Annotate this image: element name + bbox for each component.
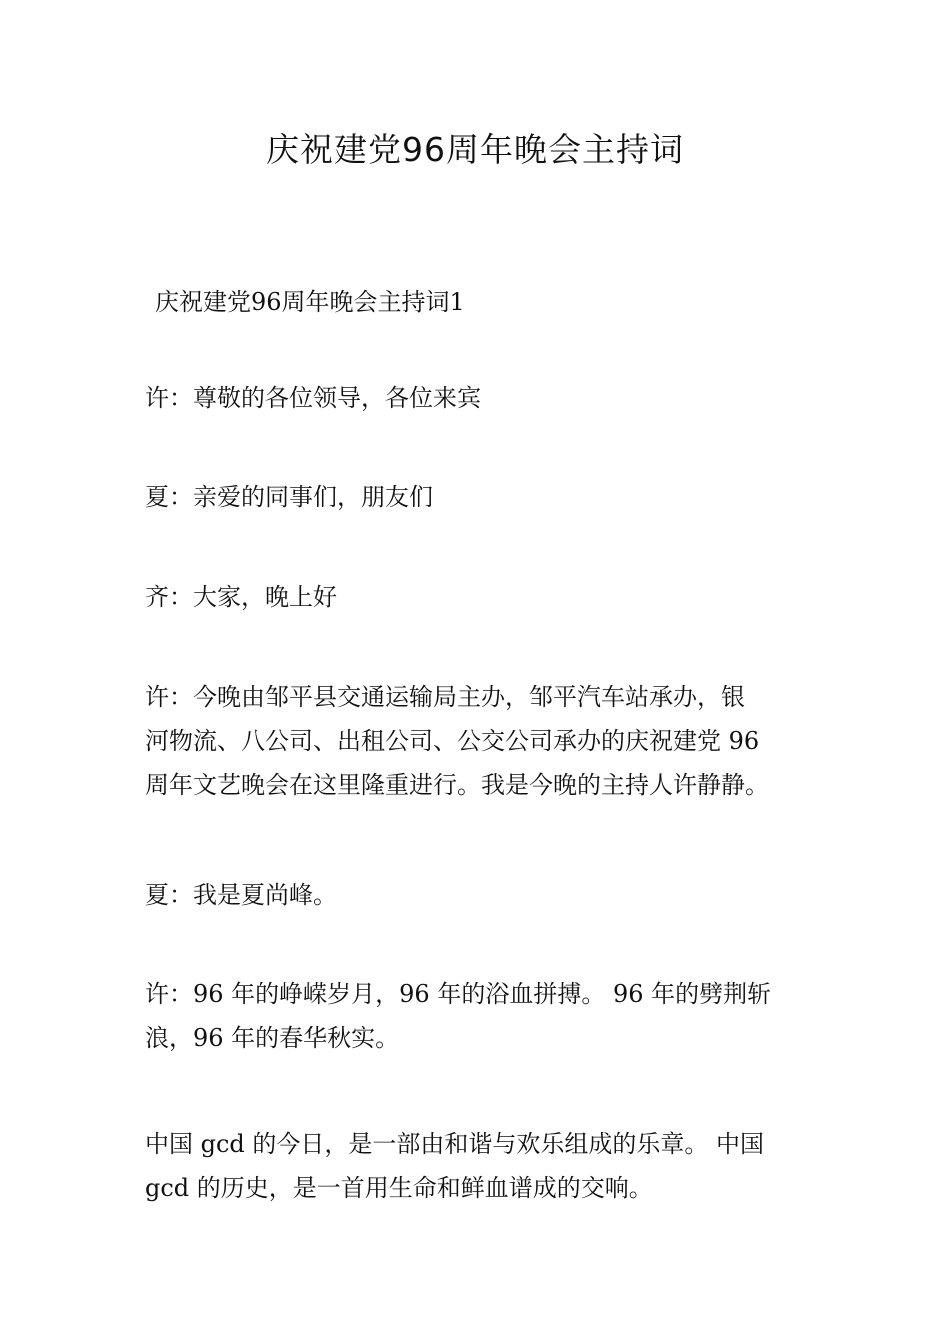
- paragraph-3: 齐：大家，晚上好: [145, 583, 337, 611]
- section-heading: 庆祝建党96周年晚会主持词1: [155, 288, 465, 316]
- paragraph-6: 许：96 年的峥嵘岁月，96 年的浴血拼搏。 96 年的劈荆斩 浪，96 年的春华秋实。: [145, 980, 772, 1052]
- paragraph-1: 许：尊敬的各位领导，各位来宾: [145, 384, 481, 412]
- paragraph-7: 中国 gcd 的今日，是一部由和谐与欢乐组成的乐章。 中国 gcd 的历史，是一首用生命和鲜血谱成的交响。: [145, 1130, 765, 1202]
- paragraph-2: 夏：亲爱的同事们，朋友们: [145, 483, 433, 511]
- document-title: 庆祝建党96周年晚会主持词: [266, 130, 684, 169]
- paragraph-4: 许：今晚由邹平县交通运输局主办，邹平汽车站承办，银 河物流、八公司、出租公司、公交公司承办的庆祝建党 96 周年文艺晚会在这里隆重进行。我是今晚的主持人许静静。: [145, 683, 769, 799]
- paragraph-5: 夏：我是夏尚峰。: [145, 881, 337, 909]
